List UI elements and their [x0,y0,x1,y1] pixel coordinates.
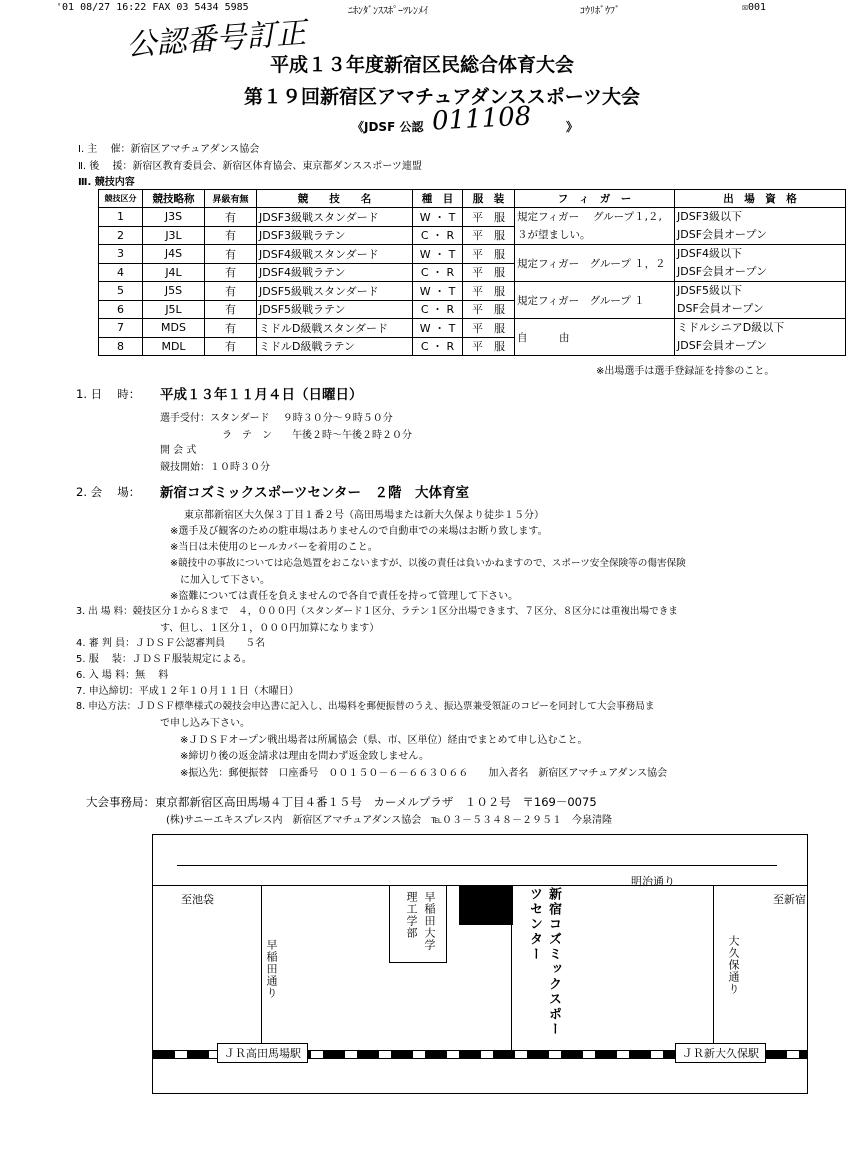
reception-standard: 選手受付：スタンダード ９時３０分～９時５０分 [160,413,393,424]
application-deadline: 7. 申込締切：平成１２年１０月１１日（木曜日） [76,686,299,697]
map-to-shinjuku: 至新宿 [773,893,806,906]
row-event: W ・ T [413,245,463,264]
venue-note: に加入して下さい。 [180,575,270,586]
row-dress: 平 服 [463,337,515,356]
fax-recipient-name: ｺｳﾘﾎﾞｳﾌﾞ [580,6,620,17]
row-number: 5 [99,282,143,301]
row-name: JDSF3級戦ラテン [257,226,413,245]
header-division: 競技区分 [99,190,143,208]
row-code: J5S [143,282,205,301]
map-road-line [713,885,714,1050]
figure-group-3: 規定フィガー グループ １ [515,282,675,319]
header-name: 競 技 名 [257,190,413,208]
office-contact: (株)サニーエキスプレス内 新宿区アマチュアダンス協会 ℡０３－５３４８－２９５１ 今泉清隆 [166,815,613,826]
competition-start: 競技開始：１０時３０分 [160,462,270,473]
row-dress: 平 服 [463,263,515,282]
dress-code: 5. 服 装：ＪＤＳＦ服装規定による。 [76,654,252,665]
office-address: 大会事務局：東京都新宿区高田馬場４丁目４番１５号 カーメルプラザ １０２号 〒169－0075 [86,795,597,809]
row-promotion: 有 [205,300,257,319]
row-code: J4S [143,245,205,264]
table-row [99,282,846,301]
jdsf-close: 》 [566,120,579,134]
payment-info: ※振込先：郵便振替 口座番号 ００１５０－６－６６３０６６ 加入者名 新宿区アマチュアダンス協会 [180,768,668,779]
entry-fee-cont: す、但し、１区分１，０００円加算になります） [160,623,380,634]
row-code: J3L [143,226,205,245]
map-waseda-univ: 早稲田大学 [423,891,436,951]
title-line-2: 第１９回新宿区アマチュアダンススポーツ大会 [244,86,640,108]
row-code: MDS [143,319,205,338]
row-promotion: 有 [205,226,257,245]
qualification-group-3 [675,282,846,319]
header-figure: フ ィ ガ ー [515,190,675,208]
title-line-1: 平成１３年度新宿区民総合体育大会 [270,54,575,76]
qualification-level: JDSF4級以下 [677,247,743,260]
row-dress: 平 服 [463,319,515,338]
row-code: J4L [143,263,205,282]
row-dress: 平 服 [463,226,515,245]
row-name: JDSF5級戦ラテン [257,300,413,319]
entry-fee: 3. 出 場 料：競技区分１から８まで ４，０００円（スタンダード１区分、ラテン１区分出場できます、７区分、８区分には重複出場できま [76,606,678,617]
opening-ceremony: 開 会 式 [160,445,197,456]
header-dress: 服 装 [463,190,515,208]
reception-latin: ラ テ ン 午後２時～午後２時２０分 [222,430,412,441]
table-row [99,319,846,338]
row-name: ミドルD級戦スタンダード [257,319,413,338]
figure-group-2: 規定フィガー グループ １，２ [515,245,675,282]
row-event: C ・ R [413,337,463,356]
venue-note: ※選手及び観客のための駐車場はありませんので自動車での来場はお断り致します。 [170,526,548,537]
row-promotion: 有 [205,208,257,227]
row-name: JDSF5級戦スタンダード [257,282,413,301]
qualification-open: DSF会員オープン [677,302,764,315]
row-code: MDL [143,337,205,356]
qualification-level: ミドルシニアD級以下 [677,321,785,334]
map-meiji-dori: 明治通り [631,875,675,888]
map-okubo-dori: 大久保通り [727,935,740,995]
row-dress: 平 服 [463,245,515,264]
qualification-open: JDSF会員オープン [677,265,768,278]
map-to-ikebukuro: 至池袋 [181,893,214,906]
header-promotion: 昇級有無 [205,190,257,208]
row-number: 3 [99,245,143,264]
row-name: JDSF4級戦ラテン [257,263,413,282]
method-note: ※ＪＤＳＦオープン戦出場者は所属協会（県、市、区単位）経由でまとめて申し込むこと。 [180,735,588,746]
qualification-level: JDSF5級以下 [677,284,743,297]
qualification-open: JDSF会員オープン [677,228,768,241]
competition-table [98,189,846,356]
event-date: 平成１３年１１月４日（日曜日） [160,387,363,403]
row-promotion: 有 [205,263,257,282]
table-row [99,245,846,264]
row-number: 1 [99,208,143,227]
map-shinokubo-station: ＪＲ新大久保駅 [675,1043,766,1063]
header-qualification: 出 場 資 格 [675,190,846,208]
row-promotion: 有 [205,319,257,338]
row-number: 8 [99,337,143,356]
map-takadanobaba-station: ＪＲ高田馬場駅 [217,1043,308,1063]
row-event: C ・ R [413,226,463,245]
section-sponsors: Ⅱ. 後 援：新宿区教育委員会、新宿区体育協会、東京都ダンススポーツ連盟 [78,161,422,172]
table-row [99,208,846,227]
fax-sender-line: '01 08/27 16:22 FAX 03 5434 5985 [56,2,249,13]
row-event: C ・ R [413,263,463,282]
jdsf-number: 011108 [431,101,532,137]
row-number: 4 [99,263,143,282]
map-road-line [177,865,777,866]
row-event: C ・ R [413,300,463,319]
judges: 4. 審 判 員：ＪＤＳＦ公認審判員 ５名 [76,638,266,649]
row-number: 6 [99,300,143,319]
qualification-level: JDSF3級以下 [677,210,743,223]
venue-note: ※競技中の事故については応急処置をおこないますが、以後の責任は負いかねますので、スポーツ安全保険等の傷害保険 [170,558,686,569]
row-code: J5L [143,300,205,319]
venue-address: 東京都新宿区大久保３丁目１番２号（高田馬場または新大久保より徒歩１５分） [184,510,544,521]
map-road-line [261,885,262,1050]
fax-page-number: ☒001 [742,2,767,13]
row-event: W ・ T [413,319,463,338]
row-promotion: 有 [205,282,257,301]
venue-label: 2. 会 場： [76,485,141,499]
row-dress: 平 服 [463,300,515,319]
header-event: 種 目 [413,190,463,208]
qualification-open: JDSF会員オープン [677,339,768,352]
table-note: ※出場選手は選手登録証を持参のこと。 [596,366,775,377]
map-arrow-icon: ◀ [459,885,469,899]
handwritten-correction: 公認番号訂正 [125,15,308,64]
figure-group-1: 規定フィガー グループ１,２,３が望ましい。 [515,208,675,245]
figure-group-4: 自 由 [515,319,675,356]
row-name: JDSF3級戦スタンダード [257,208,413,227]
venue-name: 新宿コズミックスポーツセンター ２階 大体育室 [160,485,470,501]
map-rikou: 理工学部 [405,891,418,939]
venue-note: ※当日は未使用のヒールカバーを着用のこと。 [170,542,378,553]
row-number: 7 [99,319,143,338]
row-dress: 平 服 [463,282,515,301]
row-code: J3S [143,208,205,227]
qualification-group-4 [675,319,846,356]
map-venue-label: 新宿コズミックスポーツセンター [527,887,561,1037]
row-event: W ・ T [413,208,463,227]
map-arrow-line [465,897,505,898]
row-name: ミドルD級戦ラテン [257,337,413,356]
admission-fee: 6. 入 場 料：無 料 [76,670,169,681]
fax-sender-name: ﾆﾎﾝﾀﾞﾝｽｽﾎﾟｰﾂﾚﾝﾒｲ [348,6,428,17]
application-method-cont: で申し込み下さい。 [160,718,250,729]
table-header-row [99,190,846,208]
row-number: 2 [99,226,143,245]
section-contents: Ⅲ. 競技内容 [78,177,135,188]
row-promotion: 有 [205,337,257,356]
jdsf-label: 《JDSF 公認 [352,120,424,134]
method-note: ※締切り後の返金請求は理由を問わず返金致しません。 [180,751,429,762]
venue-note: ※盗難については責任を負えませんので各自で責任を持って管理して下さい。 [170,591,519,602]
application-method: 8. 申込方法：ＪＤＳＦ標準様式の競技会申込書に記入し、出場料を郵便振替のうえ、振込票兼受領証のコピーを同封して大会事務局ま [76,701,655,712]
qualification-group-2 [675,245,846,282]
row-dress: 平 服 [463,208,515,227]
date-label: 1. 日 時： [76,387,141,401]
row-promotion: 有 [205,245,257,264]
map-waseda-dori: 早稲田通り [265,939,278,999]
qualification-group-1 [675,208,846,245]
section-organizer: Ⅰ. 主 催：新宿区アマチュアダンス協会 [78,144,260,155]
header-code: 競技略称 [143,190,205,208]
row-event: W ・ T [413,282,463,301]
row-name: JDSF4級戦スタンダード [257,245,413,264]
access-map [152,834,808,1094]
